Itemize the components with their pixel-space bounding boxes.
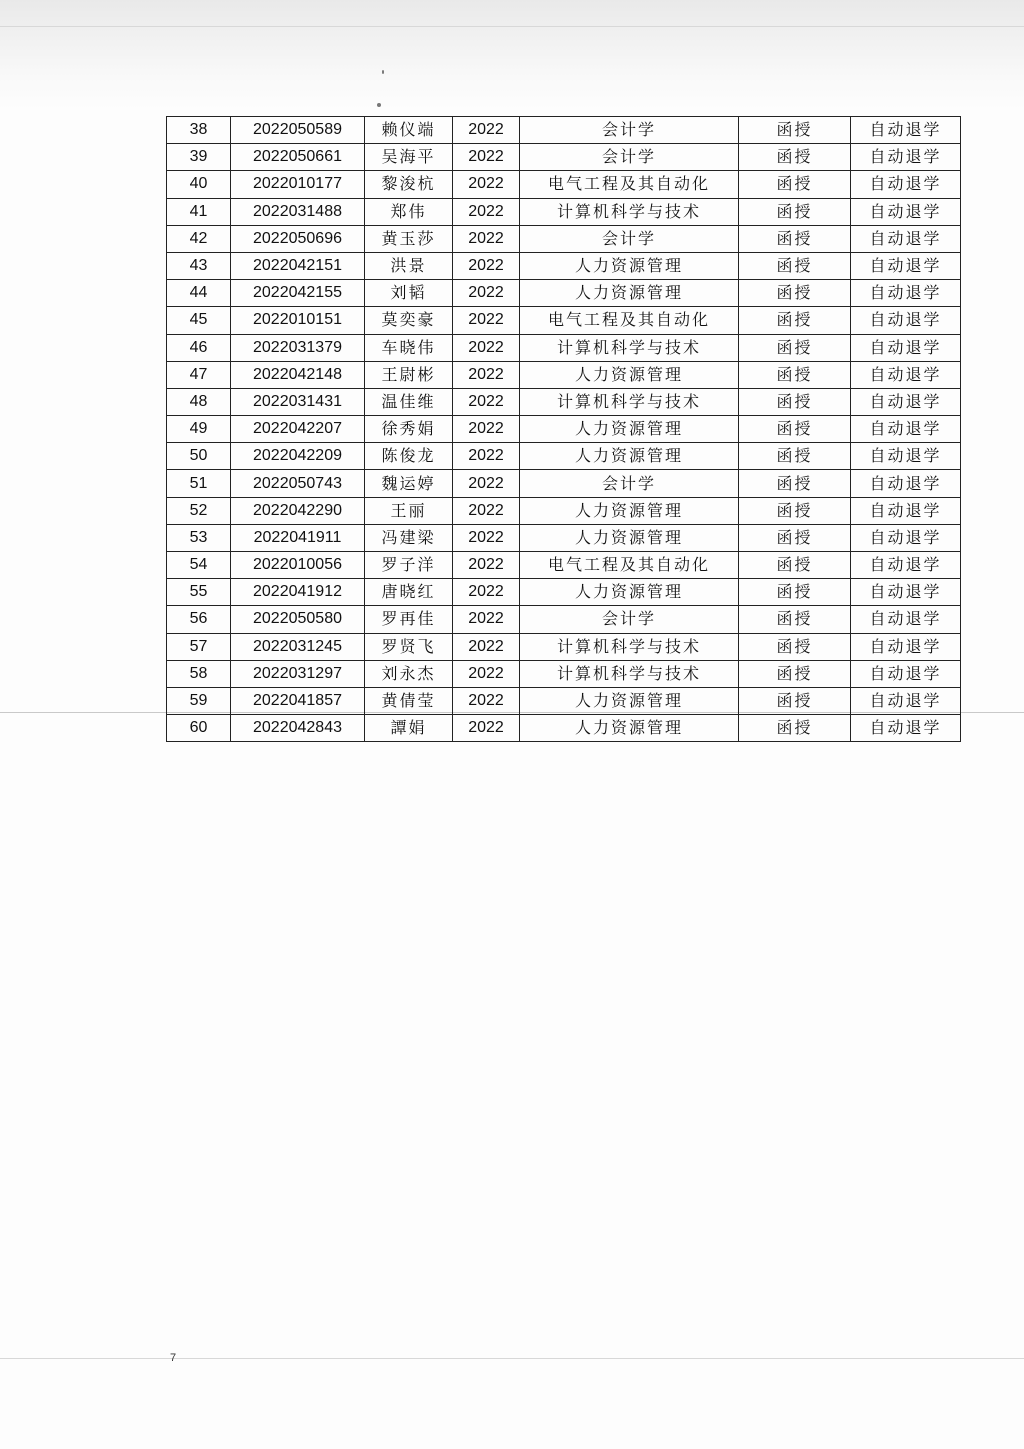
enrollment-year: 2022 (453, 660, 520, 687)
student-id: 2022050696 (231, 225, 365, 252)
student-id: 2022050743 (231, 470, 365, 497)
student-name: 王尉彬 (365, 361, 453, 388)
study-mode: 函授 (739, 552, 851, 579)
enrollment-year: 2022 (453, 198, 520, 225)
enrollment-year: 2022 (453, 552, 520, 579)
study-mode: 函授 (739, 660, 851, 687)
status: 自动退学 (851, 225, 961, 252)
study-mode: 函授 (739, 334, 851, 361)
table-row (167, 579, 961, 606)
status: 自动退学 (851, 470, 961, 497)
row-number: 51 (167, 470, 231, 497)
status: 自动退学 (851, 117, 961, 144)
status: 自动退学 (851, 660, 961, 687)
major: 人力资源管理 (520, 280, 739, 307)
major: 计算机科学与技术 (520, 633, 739, 660)
enrollment-year: 2022 (453, 388, 520, 415)
student-name: 郑伟 (365, 198, 453, 225)
enrollment-year: 2022 (453, 633, 520, 660)
student-name: 徐秀娟 (365, 416, 453, 443)
student-id: 2022042151 (231, 252, 365, 279)
row-number: 57 (167, 633, 231, 660)
student-name: 陈俊龙 (365, 443, 453, 470)
student-id: 2022031488 (231, 198, 365, 225)
table-row (167, 470, 961, 497)
student-id: 2022042209 (231, 443, 365, 470)
student-id: 2022010151 (231, 307, 365, 334)
student-name: 魏运婷 (365, 470, 453, 497)
table-row (167, 552, 961, 579)
status: 自动退学 (851, 633, 961, 660)
student-id: 2022031245 (231, 633, 365, 660)
study-mode: 函授 (739, 687, 851, 714)
study-mode: 函授 (739, 579, 851, 606)
scan-artifact-line (0, 1358, 1024, 1359)
table-row (167, 198, 961, 225)
student-id: 2022042207 (231, 416, 365, 443)
enrollment-year: 2022 (453, 416, 520, 443)
table-row (167, 416, 961, 443)
table-row (167, 171, 961, 198)
student-id: 2022031379 (231, 334, 365, 361)
enrollment-year: 2022 (453, 524, 520, 551)
major: 人力资源管理 (520, 252, 739, 279)
row-number: 48 (167, 388, 231, 415)
status: 自动退学 (851, 252, 961, 279)
study-mode: 函授 (739, 470, 851, 497)
major: 计算机科学与技术 (520, 334, 739, 361)
row-number: 56 (167, 606, 231, 633)
table-row (167, 117, 961, 144)
row-number: 60 (167, 715, 231, 742)
major: 人力资源管理 (520, 715, 739, 742)
student-name: 罗再佳 (365, 606, 453, 633)
status: 自动退学 (851, 552, 961, 579)
scan-speck (377, 103, 381, 107)
table-row (167, 334, 961, 361)
student-name: 莫奕豪 (365, 307, 453, 334)
student-id: 2022042843 (231, 715, 365, 742)
status: 自动退学 (851, 144, 961, 171)
status: 自动退学 (851, 280, 961, 307)
student-name: 温佳维 (365, 388, 453, 415)
study-mode: 函授 (739, 307, 851, 334)
table-row (167, 633, 961, 660)
status: 自动退学 (851, 361, 961, 388)
row-number: 46 (167, 334, 231, 361)
row-number: 42 (167, 225, 231, 252)
enrollment-year: 2022 (453, 307, 520, 334)
study-mode: 函授 (739, 117, 851, 144)
major: 会计学 (520, 470, 739, 497)
student-name: 吴海平 (365, 144, 453, 171)
table-row (167, 144, 961, 171)
student-id: 2022041911 (231, 524, 365, 551)
major: 计算机科学与技术 (520, 388, 739, 415)
student-name: 罗贤飞 (365, 633, 453, 660)
major: 人力资源管理 (520, 497, 739, 524)
student-name: 黄倩莹 (365, 687, 453, 714)
major: 人力资源管理 (520, 361, 739, 388)
major: 会计学 (520, 117, 739, 144)
student-id: 2022042148 (231, 361, 365, 388)
row-number: 55 (167, 579, 231, 606)
table-row (167, 524, 961, 551)
enrollment-year: 2022 (453, 579, 520, 606)
student-name: 赖仪端 (365, 117, 453, 144)
row-number: 38 (167, 117, 231, 144)
study-mode: 函授 (739, 388, 851, 415)
student-name: 黎浚杭 (365, 171, 453, 198)
table-row (167, 280, 961, 307)
student-name: 罗子洋 (365, 552, 453, 579)
status: 自动退学 (851, 524, 961, 551)
enrollment-year: 2022 (453, 117, 520, 144)
major: 电气工程及其自动化 (520, 552, 739, 579)
student-id: 2022042290 (231, 497, 365, 524)
student-name: 冯建梁 (365, 524, 453, 551)
row-number: 39 (167, 144, 231, 171)
table-row (167, 252, 961, 279)
student-name: 刘韬 (365, 280, 453, 307)
row-number: 58 (167, 660, 231, 687)
study-mode: 函授 (739, 443, 851, 470)
student-id: 2022010056 (231, 552, 365, 579)
row-number: 43 (167, 252, 231, 279)
major: 人力资源管理 (520, 687, 739, 714)
scan-artifact-line (0, 26, 1024, 27)
enrollment-year: 2022 (453, 144, 520, 171)
page-number-mark: 7 (170, 1352, 177, 1364)
major: 电气工程及其自动化 (520, 307, 739, 334)
enrollment-year: 2022 (453, 715, 520, 742)
enrollment-year: 2022 (453, 280, 520, 307)
major: 人力资源管理 (520, 579, 739, 606)
row-number: 59 (167, 687, 231, 714)
enrollment-year: 2022 (453, 443, 520, 470)
student-id: 2022031297 (231, 660, 365, 687)
scan-shadow (0, 0, 1024, 110)
withdrawal-roster-table (166, 116, 961, 742)
status: 自动退学 (851, 443, 961, 470)
major: 人力资源管理 (520, 524, 739, 551)
row-number: 40 (167, 171, 231, 198)
enrollment-year: 2022 (453, 497, 520, 524)
scan-speck (382, 70, 384, 74)
student-id: 2022050661 (231, 144, 365, 171)
enrollment-year: 2022 (453, 687, 520, 714)
major: 计算机科学与技术 (520, 660, 739, 687)
enrollment-year: 2022 (453, 252, 520, 279)
roster-body (167, 117, 961, 742)
study-mode: 函授 (739, 416, 851, 443)
row-number: 50 (167, 443, 231, 470)
enrollment-year: 2022 (453, 470, 520, 497)
enrollment-year: 2022 (453, 361, 520, 388)
student-id: 2022042155 (231, 280, 365, 307)
student-name: 譚娟 (365, 715, 453, 742)
row-number: 44 (167, 280, 231, 307)
major: 人力资源管理 (520, 416, 739, 443)
table-row (167, 715, 961, 742)
study-mode: 函授 (739, 171, 851, 198)
study-mode: 函授 (739, 280, 851, 307)
student-name: 唐晓红 (365, 579, 453, 606)
student-id: 2022050589 (231, 117, 365, 144)
major: 会计学 (520, 225, 739, 252)
table-row (167, 606, 961, 633)
status: 自动退学 (851, 579, 961, 606)
study-mode: 函授 (739, 606, 851, 633)
study-mode: 函授 (739, 252, 851, 279)
table-row (167, 497, 961, 524)
table-row (167, 361, 961, 388)
row-number: 45 (167, 307, 231, 334)
study-mode: 函授 (739, 524, 851, 551)
study-mode: 函授 (739, 497, 851, 524)
table-row (167, 660, 961, 687)
student-name: 洪景 (365, 252, 453, 279)
status: 自动退学 (851, 307, 961, 334)
study-mode: 函授 (739, 715, 851, 742)
row-number: 53 (167, 524, 231, 551)
student-id: 2022041912 (231, 579, 365, 606)
major: 电气工程及其自动化 (520, 171, 739, 198)
row-number: 52 (167, 497, 231, 524)
status: 自动退学 (851, 715, 961, 742)
row-number: 49 (167, 416, 231, 443)
student-name: 刘永杰 (365, 660, 453, 687)
study-mode: 函授 (739, 144, 851, 171)
status: 自动退学 (851, 171, 961, 198)
major: 会计学 (520, 144, 739, 171)
status: 自动退学 (851, 334, 961, 361)
major: 人力资源管理 (520, 443, 739, 470)
student-name: 王丽 (365, 497, 453, 524)
study-mode: 函授 (739, 225, 851, 252)
status: 自动退学 (851, 416, 961, 443)
study-mode: 函授 (739, 633, 851, 660)
major: 计算机科学与技术 (520, 198, 739, 225)
row-number: 47 (167, 361, 231, 388)
table-row (167, 443, 961, 470)
table-row (167, 388, 961, 415)
student-id: 2022041857 (231, 687, 365, 714)
student-name: 黄玉莎 (365, 225, 453, 252)
student-id: 2022050580 (231, 606, 365, 633)
student-id: 2022031431 (231, 388, 365, 415)
status: 自动退学 (851, 388, 961, 415)
enrollment-year: 2022 (453, 225, 520, 252)
enrollment-year: 2022 (453, 334, 520, 361)
enrollment-year: 2022 (453, 606, 520, 633)
major: 会计学 (520, 606, 739, 633)
study-mode: 函授 (739, 198, 851, 225)
status: 自动退学 (851, 606, 961, 633)
row-number: 54 (167, 552, 231, 579)
enrollment-year: 2022 (453, 171, 520, 198)
student-name: 车晓伟 (365, 334, 453, 361)
study-mode: 函授 (739, 361, 851, 388)
status: 自动退学 (851, 198, 961, 225)
table-row (167, 307, 961, 334)
table-row (167, 225, 961, 252)
status: 自动退学 (851, 687, 961, 714)
table-row (167, 687, 961, 714)
status: 自动退学 (851, 497, 961, 524)
student-id: 2022010177 (231, 171, 365, 198)
row-number: 41 (167, 198, 231, 225)
